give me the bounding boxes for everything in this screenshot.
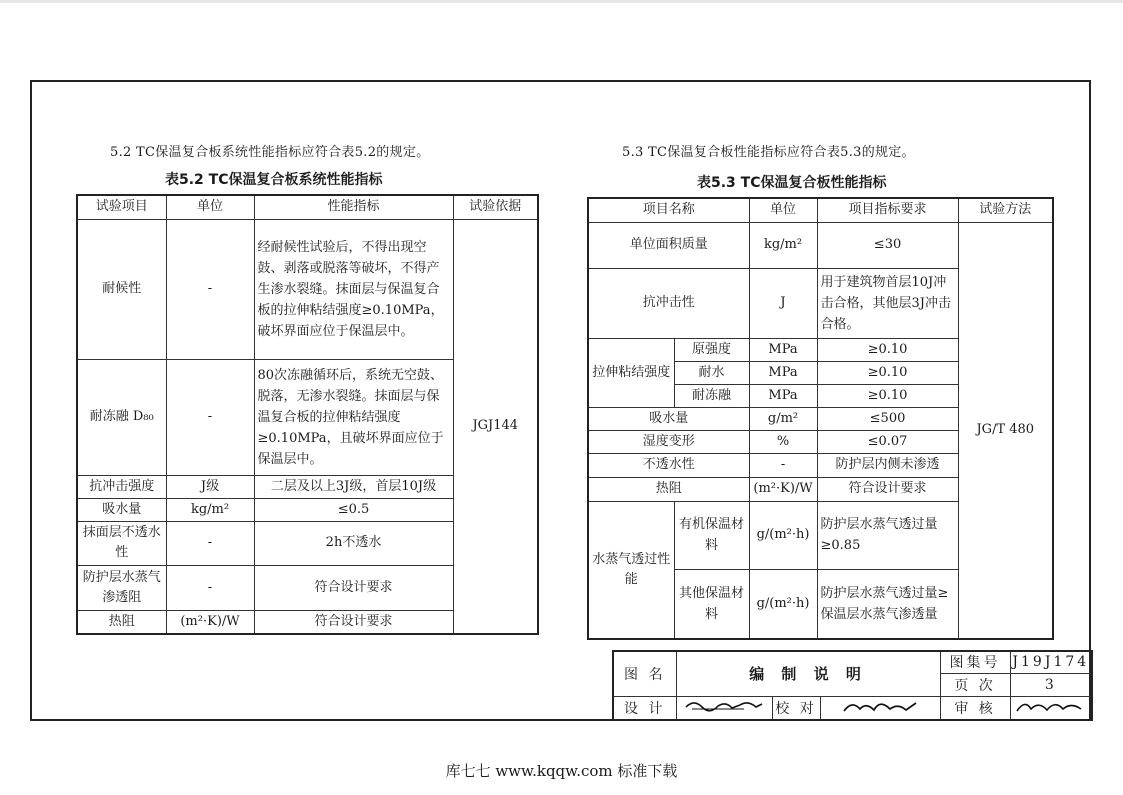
section-5-2-intro: 5.2 TC保温复合板系统性能指标应符合表5.2的规定。 xyxy=(110,145,430,160)
page-label: 页 次 xyxy=(940,673,1010,696)
row-spec: ≤0.5 xyxy=(254,498,453,521)
row-item: 单位面积质量 xyxy=(588,222,749,268)
row-req: ≥0.10 xyxy=(817,338,958,361)
designer-signature xyxy=(676,696,772,720)
row-unit: - xyxy=(166,359,254,475)
page-number: 3 xyxy=(1010,673,1092,696)
header-unit: 单位 xyxy=(749,198,817,222)
row-spec: 80次冻融循环后，系统无空鼓、脱落，无渗水裂缝。抹面层与保温复合板的拉伸粘结强度≥0.10MPa，且破坏界面应位于保温层中。 xyxy=(254,359,453,475)
top-edge-line xyxy=(0,0,1123,3)
row-req: 防护层内侧未渗透 xyxy=(817,453,958,477)
row-sub: 其他保温材料 xyxy=(674,569,749,639)
drawing-name-label: 图 名 xyxy=(613,651,676,696)
header-requirement: 项目指标要求 xyxy=(817,198,958,222)
checker-signature xyxy=(820,696,940,720)
basis-cell: JGJ144 xyxy=(453,219,538,634)
row-req: ≥0.10 xyxy=(817,361,958,384)
signature-reviewer xyxy=(1011,697,1091,715)
row-sub: 原强度 xyxy=(674,338,749,361)
header-test-item: 试验项目 xyxy=(77,195,166,219)
row-unit: kg/m² xyxy=(749,222,817,268)
row-req: ≤500 xyxy=(817,407,958,430)
reviewer-signature xyxy=(1010,696,1092,720)
design-label: 设 计 xyxy=(613,696,676,720)
row-sub: 耐冻融 xyxy=(674,384,749,407)
review-label: 审 核 xyxy=(940,696,1010,720)
signature-designer xyxy=(684,697,764,715)
table-row xyxy=(77,219,538,359)
row-spec: 2h不透水 xyxy=(254,521,453,565)
row-unit: - xyxy=(749,453,817,477)
header-basis: 试验依据 xyxy=(453,195,538,219)
table-header-row xyxy=(77,195,538,219)
row-unit: g/m² xyxy=(749,407,817,430)
row-unit: J xyxy=(749,268,817,338)
check-label: 校 对 xyxy=(772,696,820,720)
row-unit: (m²·K)/W xyxy=(166,610,254,634)
header-performance: 性能指标 xyxy=(254,195,453,219)
row-req: 用于建筑物首层10J冲击合格，其他层3J冲击合格。 xyxy=(817,268,958,338)
row-unit: MPa xyxy=(749,338,817,361)
row-spec: 符合设计要求 xyxy=(254,610,453,634)
method-cell: JG/T 480 xyxy=(958,222,1053,639)
section-5-3-intro: 5.3 TC保温复合板性能指标应符合表5.3的规定。 xyxy=(622,145,915,160)
row-unit: J级 xyxy=(166,475,254,498)
bond-group-label: 拉伸粘结强度 xyxy=(588,338,674,407)
row-unit: MPa xyxy=(749,384,817,407)
row-item: 吸水量 xyxy=(77,498,166,521)
row-unit: kg/m² xyxy=(166,498,254,521)
row-req: ≥0.10 xyxy=(817,384,958,407)
header-unit: 单位 xyxy=(166,195,254,219)
table-5-3-caption: 表5.3 TC保温复合板性能指标 xyxy=(697,175,887,191)
header-item-name: 项目名称 xyxy=(588,198,749,222)
row-item: 防护层水蒸气渗透阻 xyxy=(77,565,166,610)
row-unit: - xyxy=(166,521,254,565)
row-req: 防护层水蒸气透过量≥0.85 xyxy=(817,501,958,569)
row-item: 吸水量 xyxy=(588,407,749,430)
row-unit: MPa xyxy=(749,361,817,384)
table-header-row xyxy=(588,198,1053,222)
title-block xyxy=(612,650,1093,721)
footer-watermark: 库七七 www.kqqw.com 标准下载 xyxy=(445,762,678,780)
row-item: 抹面层不透水性 xyxy=(77,521,166,565)
row-unit: - xyxy=(166,219,254,359)
row-spec: 符合设计要求 xyxy=(254,565,453,610)
signature-checker xyxy=(840,697,920,715)
row-item: 抗冲击性 xyxy=(588,268,749,338)
row-req: 防护层水蒸气透过量≥保温层水蒸气渗透量 xyxy=(817,569,958,639)
atlas-no-label: 图集号 xyxy=(940,651,1010,673)
row-unit: g/(m²·h) xyxy=(749,569,817,639)
row-spec: 经耐候性试验后，不得出现空鼓、剥落或脱落等破坏，不得产生渗水裂缝。抹面层与保温复合板的拉伸粘结强度≥0.10MPa，破坏界面应位于保温层中。 xyxy=(254,219,453,359)
row-unit: (m²·K)/W xyxy=(749,477,817,501)
table-5-2 xyxy=(76,194,539,635)
row-req: 符合设计要求 xyxy=(817,477,958,501)
row-req: ≤0.07 xyxy=(817,430,958,453)
row-item: 热阻 xyxy=(77,610,166,634)
atlas-no: J19J174 xyxy=(1010,651,1092,673)
table-5-2-caption: 表5.2 TC保温复合板系统性能指标 xyxy=(165,172,383,188)
row-req: ≤30 xyxy=(817,222,958,268)
header-method: 试验方法 xyxy=(958,198,1053,222)
row-item: 耐候性 xyxy=(77,219,166,359)
row-item: 不透水性 xyxy=(588,453,749,477)
row-unit: g/(m²·h) xyxy=(749,501,817,569)
row-spec: 二层及以上3J级，首层10J级 xyxy=(254,475,453,498)
row-unit: - xyxy=(166,565,254,610)
row-sub: 耐水 xyxy=(674,361,749,384)
row-item: 抗冲击强度 xyxy=(77,475,166,498)
drawing-name: 编 制 说 明 xyxy=(676,651,940,696)
table-row xyxy=(588,222,1053,268)
table-5-3 xyxy=(587,197,1054,640)
row-item: 耐冻融 D₈₀ xyxy=(77,359,166,475)
row-unit: % xyxy=(749,430,817,453)
row-item: 湿度变形 xyxy=(588,430,749,453)
vapor-group-label: 水蒸气透过性能 xyxy=(588,501,674,639)
row-item: 热阻 xyxy=(588,477,749,501)
row-sub: 有机保温材料 xyxy=(674,501,749,569)
